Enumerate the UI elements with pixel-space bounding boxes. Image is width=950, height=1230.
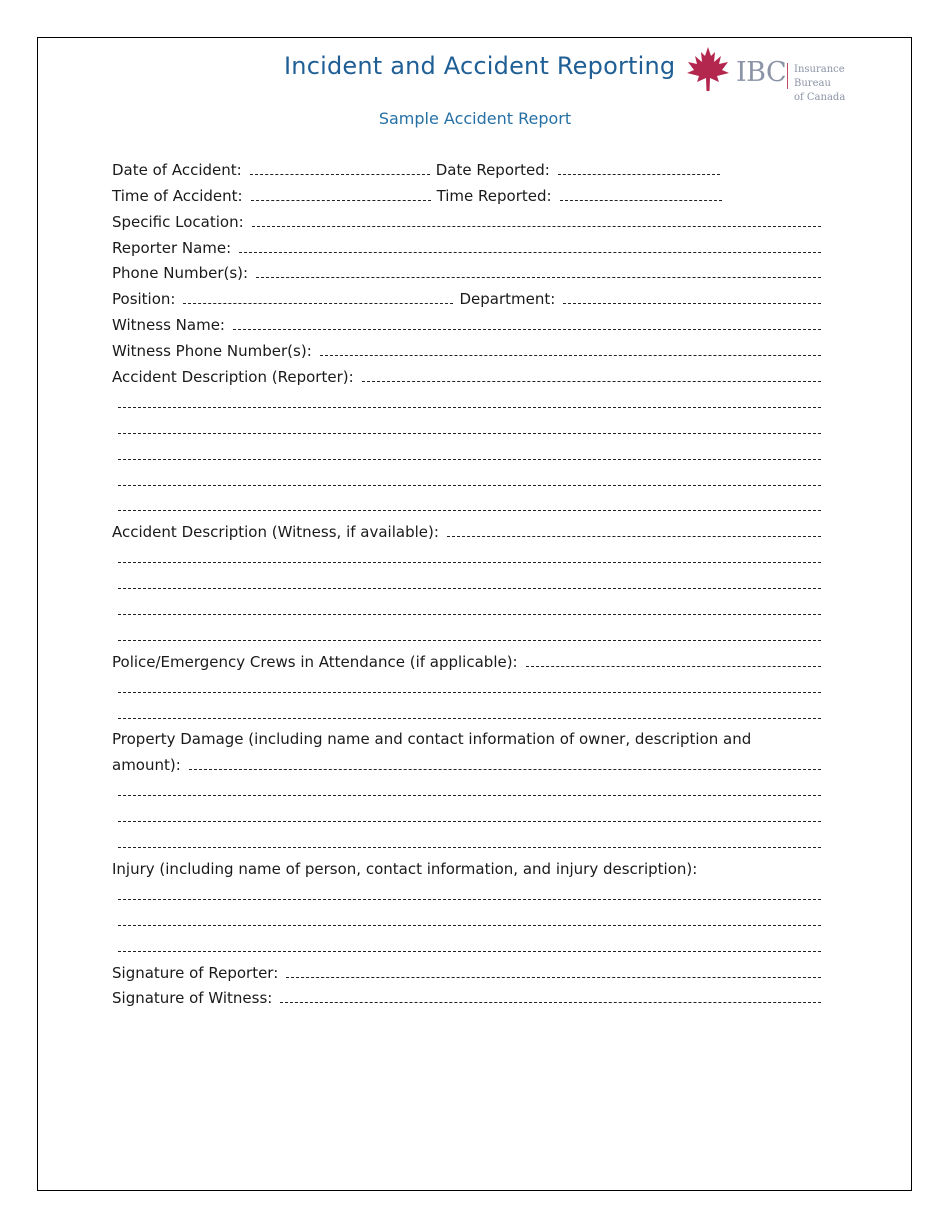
phone-row (112, 257, 821, 283)
police-line (112, 671, 821, 697)
property-damage-continuation[interactable] (118, 846, 821, 848)
witness-phone-field[interactable] (320, 354, 821, 356)
witness-description-line (112, 619, 821, 645)
signature-witness-field[interactable] (280, 1001, 821, 1003)
reporter-description-continuation[interactable] (118, 509, 821, 511)
position-row (112, 282, 821, 308)
reporter-description-line (112, 386, 821, 412)
reporter-description-continuation[interactable] (118, 406, 821, 408)
date-reported-field[interactable] (558, 173, 720, 175)
witness-description-line (112, 567, 821, 593)
time-reported-field[interactable] (560, 199, 722, 201)
witness-name-field[interactable] (233, 328, 821, 330)
witness-description-continuation[interactable] (118, 587, 821, 589)
page-title: Incident and Accident Reporting (284, 52, 676, 80)
property-damage-line (112, 800, 821, 826)
page-subtitle: Sample Accident Report (378, 109, 572, 128)
time-of-accident-label: Time of Accident: (112, 186, 243, 205)
reporter-description-line (112, 412, 821, 438)
witness-description-field[interactable] (447, 535, 821, 537)
witness-description-continuation[interactable] (118, 561, 821, 563)
injury-heading (112, 852, 821, 878)
department-field[interactable] (563, 302, 821, 304)
reporter-description-row (112, 360, 821, 386)
property-damage-continuation[interactable] (118, 820, 821, 822)
injury-field[interactable] (118, 898, 821, 900)
logo-org-line2: of Canada (794, 92, 846, 103)
accident-report-form (112, 153, 821, 1007)
injury-label: Injury (including name of person, contact information, and injury description): (112, 859, 698, 878)
witness-phone-label: Witness Phone Number(s): (112, 342, 312, 361)
witness-description-continuation[interactable] (118, 613, 821, 615)
property-damage-label: Property Damage (including name and contact information of owner, description and (112, 730, 752, 749)
date-of-accident-label: Date of Accident: (112, 160, 242, 179)
reporter-name-field[interactable] (239, 251, 821, 253)
witness-name-row (112, 308, 821, 334)
police-emergency-field[interactable] (526, 665, 821, 667)
date-of-accident-field[interactable] (250, 173, 430, 175)
reporter-name-label: Reporter Name: (112, 238, 232, 257)
injury-field[interactable] (118, 924, 821, 926)
ibc-wordmark: IBC (736, 57, 787, 88)
property-damage-continuation[interactable] (118, 794, 821, 796)
injury-line (112, 930, 821, 956)
specific-location-field[interactable] (252, 225, 821, 227)
reporter-description-continuation[interactable] (118, 432, 821, 434)
time-reported-label: Time Reported: (436, 186, 552, 205)
position-label: Position: (112, 290, 176, 309)
department-label: Department: (459, 290, 556, 309)
reporter-description-label: Accident Description (Reporter): (112, 368, 354, 387)
injury-line (112, 904, 821, 930)
signature-witness-label: Signature of Witness: (112, 989, 273, 1008)
police-row (112, 645, 821, 671)
police-emergency-continuation[interactable] (118, 691, 821, 693)
signature-reporter-row (112, 956, 821, 982)
reporter-description-line (112, 464, 821, 490)
police-line (112, 697, 821, 723)
reporter-description-continuation[interactable] (118, 458, 821, 460)
witness-phone-row (112, 334, 821, 360)
witness-description-row (112, 515, 821, 541)
reporter-description-line (112, 490, 821, 516)
logo-organization (794, 63, 876, 105)
date-reported-label: Date Reported: (435, 160, 550, 179)
witness-name-label: Witness Name: (112, 316, 225, 335)
witness-description-line (112, 541, 821, 567)
police-emergency-label: Police/Emergency Crews in Attendance (if applicable): (112, 652, 518, 671)
logo-org-line1: Insurance Bureau (794, 64, 845, 89)
logo-divider (787, 63, 788, 89)
witness-description-continuation[interactable] (118, 639, 821, 641)
reporter-name-row (112, 231, 821, 257)
date-row (112, 153, 821, 179)
property-damage-row (112, 748, 821, 774)
property-damage-amount-label: amount): (112, 756, 181, 775)
ibc-logo (684, 47, 876, 103)
property-damage-heading (112, 723, 821, 749)
reporter-description-continuation[interactable] (118, 484, 821, 486)
witness-description-line (112, 593, 821, 619)
witness-description-label: Accident Description (Witness, if available): (112, 523, 439, 542)
injury-field[interactable] (118, 950, 821, 952)
injury-line (112, 878, 821, 904)
property-damage-line (112, 774, 821, 800)
signature-reporter-label: Signature of Reporter: (112, 963, 279, 982)
property-damage-field[interactable] (189, 768, 821, 770)
position-field[interactable] (183, 302, 453, 304)
time-row (112, 179, 821, 205)
phone-numbers-field[interactable] (256, 276, 821, 278)
reporter-description-field[interactable] (362, 380, 821, 382)
reporter-description-line (112, 438, 821, 464)
signature-reporter-field[interactable] (286, 976, 821, 978)
specific-location-label: Specific Location: (112, 212, 244, 231)
location-row (112, 205, 821, 231)
maple-leaf-icon (684, 47, 732, 91)
time-of-accident-field[interactable] (251, 199, 431, 201)
property-damage-line (112, 826, 821, 852)
signature-witness-row (112, 982, 821, 1008)
phone-numbers-label: Phone Number(s): (112, 264, 249, 283)
police-emergency-continuation[interactable] (118, 717, 821, 719)
